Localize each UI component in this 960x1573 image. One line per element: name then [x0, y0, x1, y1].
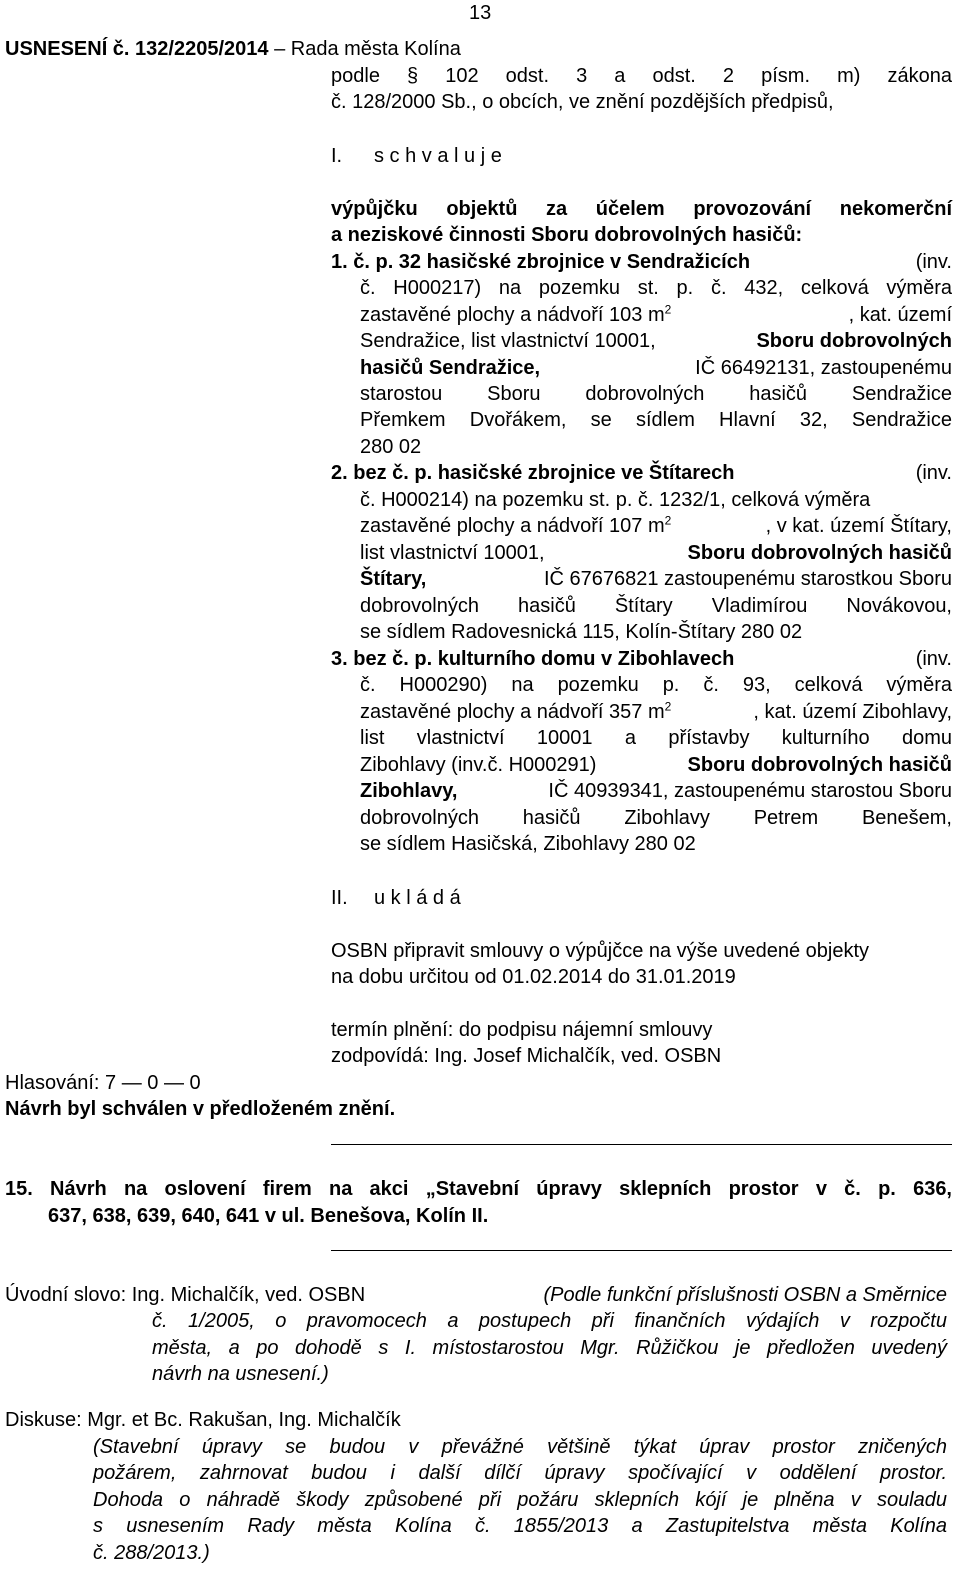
item3-line: č. H000290) na pozemku p. č. 93, celková výměra	[360, 674, 952, 696]
discussion-line: Dohoda o náhradě škody způsobené při požáru sklepních kójí je plněna v souladu	[93, 1489, 947, 1511]
section-numeral: I.	[331, 145, 343, 167]
item3-cadastre: , kat. území Zibohlavy,	[753, 701, 952, 723]
item3-annex: Zibohlavy (inv.č. H000291)	[360, 754, 597, 776]
item1-fire-brigade: Sboru dobrovolných	[756, 330, 952, 352]
legal-basis-line: č. 128/2000 Sb., o obcích, ve znění pozdějších předpisů,	[331, 91, 834, 113]
separator-line	[331, 1144, 952, 1145]
separator-line	[331, 1250, 952, 1251]
item2-line: č. H000214) na pozemku st. p. č. 1232/1, celková výměra	[360, 489, 871, 511]
intro-word-line: č. 1/2005, o pravomocech a postupech při finančních výdajích v rozpočtu	[152, 1310, 947, 1332]
intro-word-note: (Podle funkční příslušnosti OSBN a Směrnice	[543, 1284, 947, 1306]
item2-area-text: zastavěné plochy a nádvoří 107 m	[360, 515, 665, 537]
page-number: 13	[469, 2, 492, 24]
item1-line: 280 02	[360, 436, 422, 458]
item1-fire-brigade: hasičů Sendražice,	[360, 357, 541, 379]
item1-line	[360, 302, 952, 328]
intro-word-line: návrh na usnesení.)	[152, 1363, 329, 1385]
item3-line	[360, 778, 952, 804]
resolution-heading	[5, 36, 461, 62]
item1-line: starostou Sboru dobrovolných hasičů Sendražice	[360, 383, 952, 405]
superscript: 2	[664, 513, 672, 528]
item2-cadastre: , v kat. území Štítary,	[765, 515, 952, 537]
item1-line	[360, 328, 952, 354]
item2-fire-brigade: Sboru dobrovolných hasičů	[687, 542, 952, 564]
item1-inv: (inv.	[915, 251, 952, 273]
task-line: na dobu určitou od 01.02.2014 do 31.01.2019	[331, 966, 736, 988]
legal-basis-line: podle § 102 odst. 3 a odst. 2 písm. m) zákona	[331, 65, 952, 87]
task-line: OSBN připravit smlouvy o výpůjčce na výše uvedené objekty	[331, 940, 870, 962]
intro-word-label: Úvodní slovo: Ing. Michalčík, ved. OSBN	[5, 1284, 366, 1306]
item3-fire-brigade: Zibohlavy,	[360, 780, 458, 802]
item2-title: 2. bez č. p. hasičské zbrojnice ve Štítarech	[331, 462, 735, 484]
item2-ico: IČ 67676821 zastoupenému starostkou Sboru	[543, 568, 952, 590]
item1-cadastre: , kat. území	[848, 304, 952, 326]
item1-area	[360, 302, 671, 328]
vote-result: Návrh byl schválen v předloženém znění.	[5, 1098, 396, 1120]
item3-line	[360, 752, 952, 778]
item1-ownership: Sendražice, list vlastnictví 10001,	[360, 330, 656, 352]
item1-line	[360, 355, 952, 381]
item1-line	[331, 249, 952, 275]
item2-line	[360, 566, 952, 592]
item3-inv: (inv.	[915, 648, 952, 670]
item3-ico: IČ 40939341, zastoupenému starostou Sboru	[548, 780, 952, 802]
item2-line	[360, 513, 952, 539]
item1-ico: IČ 66492131, zastoupenému	[695, 357, 952, 379]
item1-line: č. H000217) na pozemku st. p. č. 432, celková výměra	[360, 277, 952, 299]
item3-line: list vlastnictví 10001 a přístavby kulturního domu	[360, 727, 952, 749]
intro-line: výpůjčku objektů za účelem provozování nekomerční	[331, 198, 952, 220]
item3-line	[331, 646, 952, 672]
item2-line	[360, 540, 952, 566]
item1-title: 1. č. p. 32 hasičské zbrojnice v Sendražicích	[331, 251, 751, 273]
agenda-title-line: 637, 638, 639, 640, 641 v ul. Benešova, Kolín II.	[48, 1205, 489, 1227]
item2-inv: (inv.	[915, 462, 952, 484]
item3-line: se sídlem Hasičská, Zibohlavy 280 02	[360, 833, 696, 855]
intro-word-line	[5, 1282, 947, 1308]
item1-area-text: zastavěné plochy a nádvoří 103 m	[360, 304, 665, 326]
item2-fire-brigade: Štítary,	[360, 568, 427, 590]
section-numeral: II.	[331, 887, 348, 909]
item3-area-text: zastavěné plochy a nádvoří 357 m	[360, 701, 665, 723]
item3-area	[360, 699, 671, 725]
deadline: termín plnění: do podpisu nájemní smlouvy	[331, 1019, 713, 1041]
item3-line	[360, 699, 952, 725]
intro-word-line: města, a po dohodě s I. místostarostou Mgr. Růžičkou je předložen uvedený	[152, 1337, 947, 1359]
superscript: 2	[664, 699, 672, 714]
discussion-line: č. 288/2013.)	[93, 1542, 210, 1564]
item2-line: dobrovolných hasičů Štítary Vladimírou Novákovou,	[360, 595, 952, 617]
item3-fire-brigade: Sboru dobrovolných hasičů	[687, 754, 952, 776]
item3-title: 3. bez č. p. kulturního domu v Zibohlavech	[331, 648, 735, 670]
vote-tally: Hlasování: 7 — 0 — 0	[5, 1072, 201, 1094]
resolution-body: – Rada města Kolína	[268, 38, 461, 60]
item3-line: dobrovolných hasičů Zibohlavy Petrem Benešem,	[360, 807, 952, 829]
item1-line: Přemkem Dvořákem, se sídlem Hlavní 32, Sendražice	[360, 409, 952, 431]
discussion-line: s usnesením Rady města Kolína č. 1855/2013 a Zastupitelstva města Kolína	[93, 1515, 947, 1537]
discussion-label: Diskuse: Mgr. et Bc. Rakušan, Ing. Michalčík	[5, 1409, 401, 1431]
intro-line: a neziskové činnosti Sboru dobrovolných hasičů:	[331, 224, 803, 246]
item2-ownership: list vlastnictví 10001,	[360, 542, 545, 564]
discussion-line: (Stavební úpravy se budou v převážné většině týkat úprav prostor zničených	[93, 1436, 947, 1458]
resolution-number: USNESENÍ č. 132/2205/2014	[5, 38, 269, 60]
discussion-line: požárem, zahrnovat budou i další dílčí úpravy spočívající v oddělení prostor.	[93, 1462, 947, 1484]
superscript: 2	[664, 302, 672, 317]
section-verb: u k l á d á	[374, 887, 461, 909]
section-verb: s c h v a l u j e	[374, 145, 502, 167]
agenda-title-line: 15. Návrh na oslovení firem na akci „Stavební úpravy sklepních prostor v č. p. 636,	[5, 1178, 952, 1200]
item2-area	[360, 513, 671, 539]
item2-line	[331, 460, 952, 486]
item2-line: se sídlem Radovesnická 115, Kolín-Štítary 280 02	[360, 621, 803, 643]
responsible: zodpovídá: Ing. Josef Michalčík, ved. OSBN	[331, 1045, 722, 1067]
